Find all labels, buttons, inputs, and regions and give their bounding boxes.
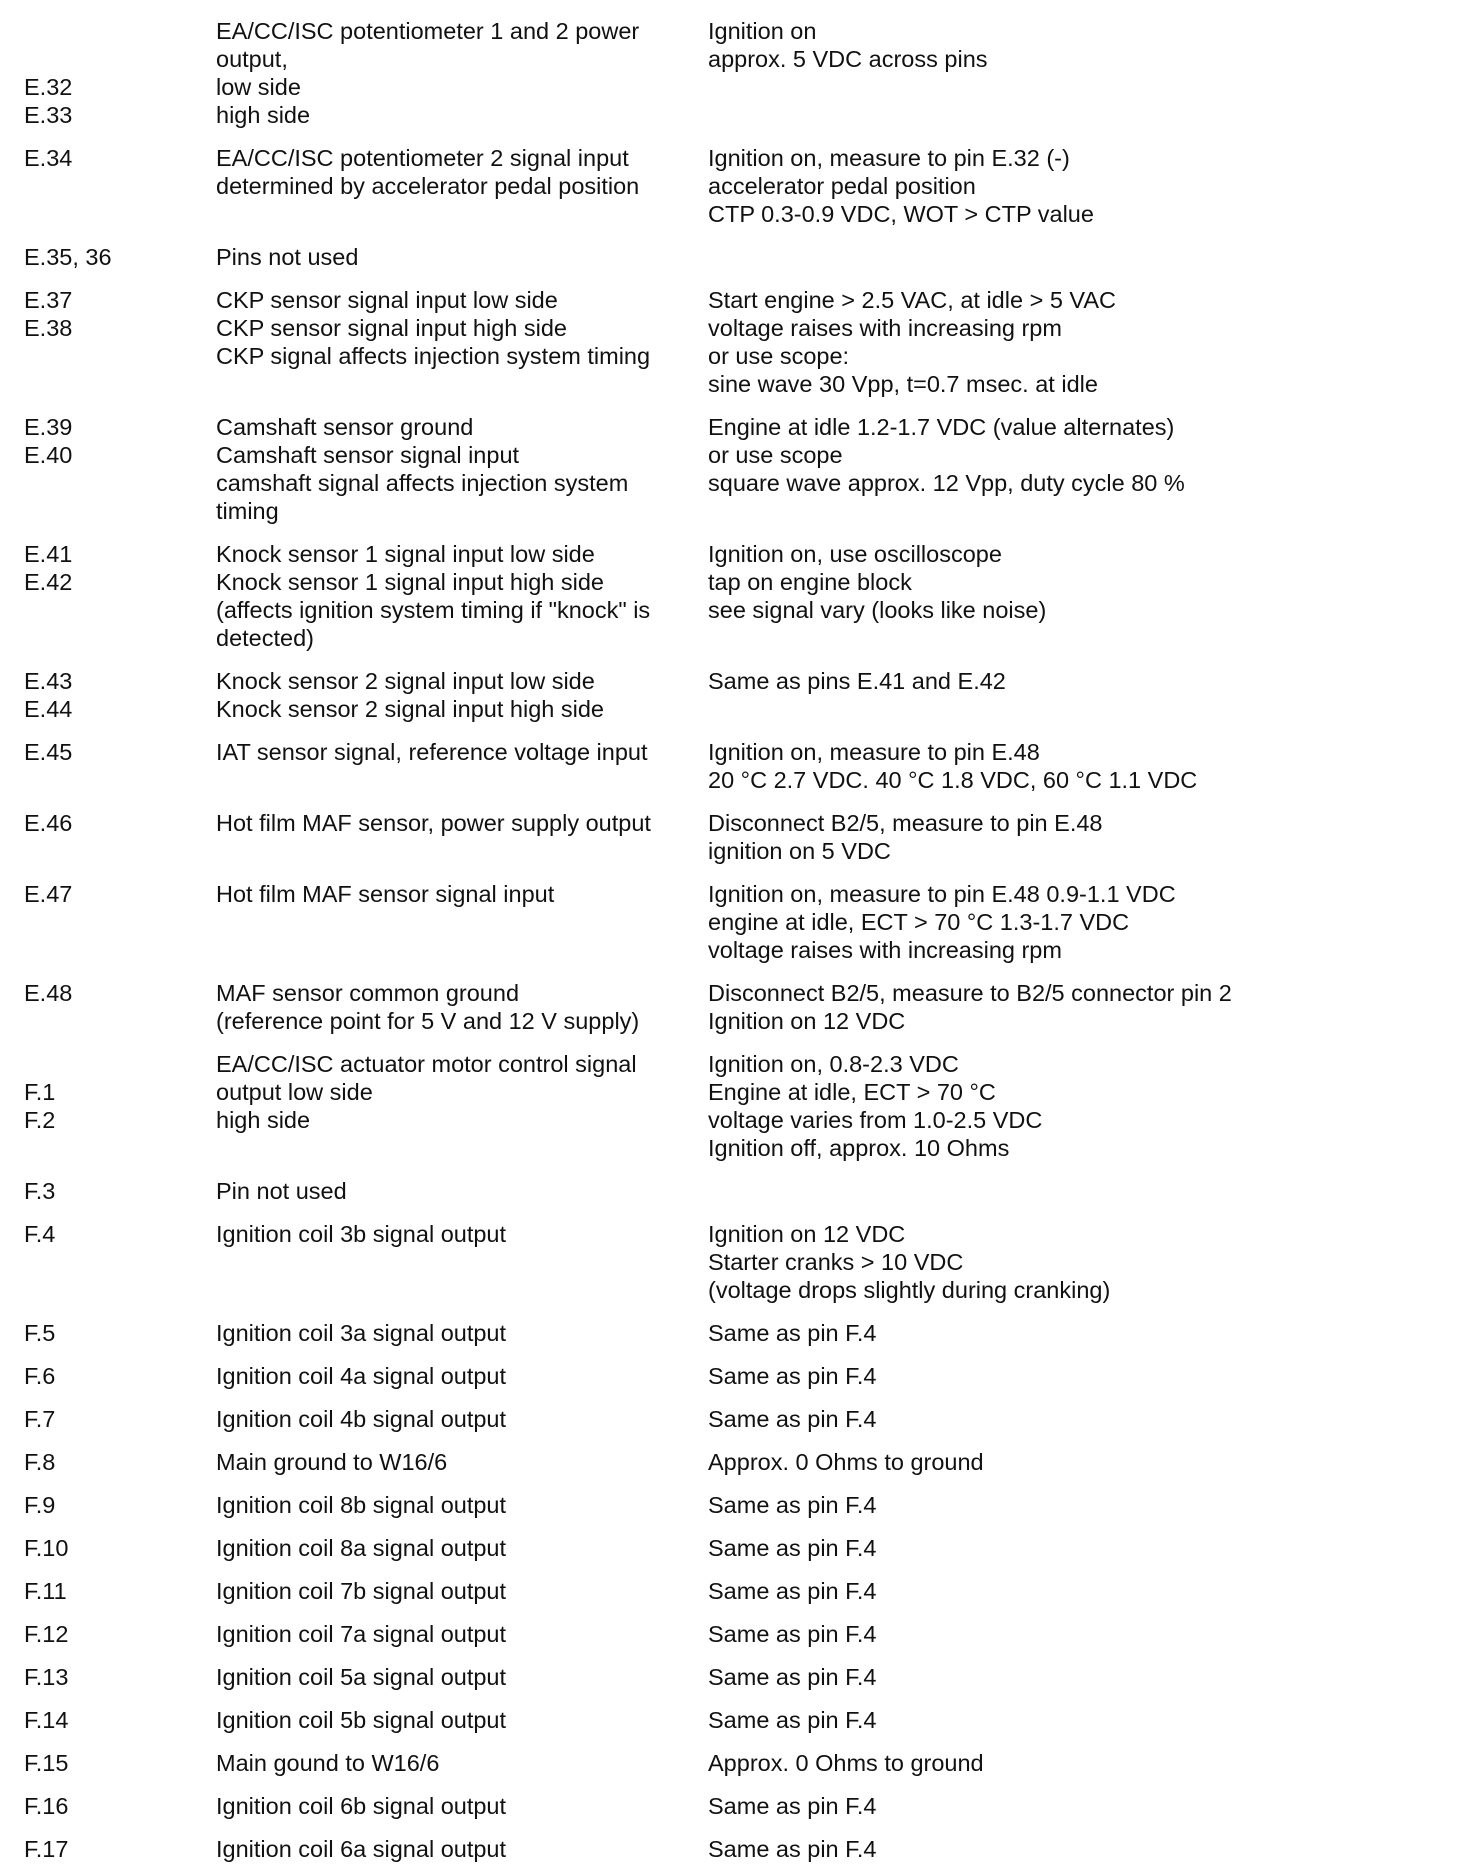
function-cell: IAT sensor signal, reference voltage input <box>216 739 648 765</box>
pin-cell: F.7 <box>24 1406 56 1432</box>
pin-cell: E.43 E.44 <box>24 668 73 722</box>
table-row <box>0 1620 1472 1648</box>
function-cell: EA/CC/ISC potentiometer 2 signal input determined by accelerator pedal position <box>216 145 640 199</box>
pin-cell: F.13 <box>24 1664 69 1690</box>
function-cell: Ignition coil 5b signal output <box>216 1707 507 1733</box>
test-cell: Ignition on, measure to pin E.48 20 °C 2.7 VDC. 40 °C 1.8 VDC, 60 °C 1.1 VDC <box>708 739 1198 793</box>
test-cell: Ignition on, 0.8-2.3 VDC Engine at idle, ECT > 70 °C voltage varies from 1.0-2.5 VDC Ignition off, approx. 10 Ohms <box>708 1051 1043 1161</box>
test-cell: Same as pin F.4 <box>708 1707 877 1733</box>
table-row <box>0 144 1472 228</box>
function-cell: Ignition coil 4b signal output <box>216 1406 507 1432</box>
function-cell: EA/CC/ISC potentiometer 1 and 2 power output, low side high side <box>216 18 640 128</box>
function-cell: Ignition coil 5a signal output <box>216 1664 507 1690</box>
pin-cell: F.14 <box>24 1707 69 1733</box>
pin-cell: E.48 <box>24 980 73 1006</box>
table-row <box>0 413 1472 525</box>
pin-cell: F.9 <box>24 1492 56 1518</box>
function-cell: CKP sensor signal input low side CKP sensor signal input high side CKP signal affects injection system timing <box>216 287 651 369</box>
pin-cell: F.6 <box>24 1363 56 1389</box>
test-cell: Disconnect B2/5, measure to B2/5 connector pin 2 Ignition on 12 VDC <box>708 980 1232 1034</box>
table-row <box>0 1050 1472 1162</box>
pin-cell: F.17 <box>24 1836 69 1862</box>
function-cell: Ignition coil 4a signal output <box>216 1363 507 1389</box>
function-cell: Hot film MAF sensor, power supply output <box>216 810 651 836</box>
table-row <box>0 880 1472 964</box>
function-cell: Knock sensor 2 signal input low side Knock sensor 2 signal input high side <box>216 668 604 722</box>
pin-cell: E.46 <box>24 810 73 836</box>
pin-cell: E.45 <box>24 739 73 765</box>
pin-cell: E.39 E.40 <box>24 414 73 468</box>
table-row <box>0 1177 1472 1205</box>
pin-cell: E.37 E.38 <box>24 287 73 341</box>
test-cell: Ignition on, use oscilloscope tap on engine block see signal vary (looks like noise) <box>708 541 1047 623</box>
function-cell: MAF sensor common ground (reference point for 5 V and 12 V supply) <box>216 980 640 1034</box>
table-row <box>0 1577 1472 1605</box>
pin-cell: F.8 <box>24 1449 56 1475</box>
pin-cell: F.16 <box>24 1793 69 1819</box>
table-row <box>0 1706 1472 1734</box>
table-row <box>0 243 1472 271</box>
test-cell: Same as pin F.4 <box>708 1793 877 1819</box>
test-cell: Disconnect B2/5, measure to pin E.48 ignition on 5 VDC <box>708 810 1103 864</box>
test-cell: Ignition on, measure to pin E.32 (-) accelerator pedal position CTP 0.3-0.9 VDC, WOT > CTP value <box>708 145 1094 227</box>
pin-cell: F.12 <box>24 1621 69 1647</box>
test-cell: Ignition on 12 VDC Starter cranks > 10 VDC (voltage drops slightly during cranking) <box>708 1221 1111 1303</box>
test-cell: Ignition on approx. 5 VDC across pins <box>708 18 988 72</box>
function-cell: Ignition coil 8a signal output <box>216 1535 507 1561</box>
test-cell: Approx. 0 Ohms to ground <box>708 1750 984 1776</box>
pin-cell: F.11 <box>24 1578 67 1604</box>
table-row <box>0 979 1472 1035</box>
pinout-table <box>0 17 1472 1863</box>
test-cell: Same as pin F.4 <box>708 1320 877 1346</box>
table-row <box>0 1663 1472 1691</box>
pin-cell: F.10 <box>24 1535 69 1561</box>
test-cell: Same as pin F.4 <box>708 1535 877 1561</box>
table-row <box>0 1491 1472 1519</box>
function-cell: Pin not used <box>216 1178 347 1204</box>
test-cell: Same as pin F.4 <box>708 1363 877 1389</box>
table-row <box>0 1835 1472 1863</box>
table-row <box>0 1534 1472 1562</box>
function-cell: Camshaft sensor ground Camshaft sensor signal input camshaft signal affects injection system timing <box>216 414 629 524</box>
pin-cell: E.35, 36 <box>24 244 112 270</box>
function-cell: Main gound to W16/6 <box>216 1750 440 1776</box>
test-cell: Same as pin F.4 <box>708 1836 877 1862</box>
pin-cell: F.3 <box>24 1178 56 1204</box>
pin-cell: E.32 E.33 <box>24 74 73 128</box>
table-row <box>0 286 1472 398</box>
function-cell: Ignition coil 3b signal output <box>216 1221 507 1247</box>
test-cell: Same as pins E.41 and E.42 <box>708 668 1006 694</box>
table-row <box>0 1319 1472 1347</box>
function-cell: Main ground to W16/6 <box>216 1449 448 1475</box>
test-cell: Engine at idle 1.2-1.7 VDC (value alternates) or use scope square wave approx. 12 Vpp, duty cycle 80 % <box>708 414 1185 496</box>
function-cell: Ignition coil 7b signal output <box>216 1578 507 1604</box>
test-cell: Approx. 0 Ohms to ground <box>708 1449 984 1475</box>
table-row <box>0 1749 1472 1777</box>
function-cell: Ignition coil 8b signal output <box>216 1492 507 1518</box>
test-cell: Same as pin F.4 <box>708 1621 877 1647</box>
function-cell: Pins not used <box>216 244 359 270</box>
pin-cell: E.41 E.42 <box>24 541 73 595</box>
pin-cell: E.34 <box>24 145 73 171</box>
function-cell: Ignition coil 6a signal output <box>216 1836 507 1862</box>
pin-cell: F.5 <box>24 1320 56 1346</box>
table-row <box>0 809 1472 865</box>
pin-cell: F.15 <box>24 1750 69 1776</box>
pin-cell: F.1 F.2 <box>24 1079 56 1133</box>
table-row <box>0 1362 1472 1390</box>
table-row <box>0 17 1472 129</box>
function-cell: Knock sensor 1 signal input low side Knock sensor 1 signal input high side (affects ignition system timing if "knock" is detected) <box>216 541 651 651</box>
table-row <box>0 1448 1472 1476</box>
function-cell: EA/CC/ISC actuator motor control signal output low side high side <box>216 1051 637 1133</box>
table-row <box>0 738 1472 794</box>
test-cell: Same as pin F.4 <box>708 1406 877 1432</box>
table-row <box>0 540 1472 652</box>
table-row <box>0 1405 1472 1433</box>
test-cell: Same as pin F.4 <box>708 1492 877 1518</box>
pin-cell: F.4 <box>24 1221 56 1247</box>
test-cell: Start engine > 2.5 VAC, at idle > 5 VAC voltage raises with increasing rpm or use scope: sine wave 30 Vpp, t=0.7 msec. at idle <box>708 287 1117 397</box>
pin-cell: E.47 <box>24 881 73 907</box>
table-row <box>0 667 1472 723</box>
function-cell: Ignition coil 6b signal output <box>216 1793 507 1819</box>
table-row <box>0 1220 1472 1304</box>
table-row <box>0 1792 1472 1820</box>
function-cell: Hot film MAF sensor signal input <box>216 881 555 907</box>
test-cell: Same as pin F.4 <box>708 1578 877 1604</box>
function-cell: Ignition coil 3a signal output <box>216 1320 507 1346</box>
test-cell: Same as pin F.4 <box>708 1664 877 1690</box>
test-cell: Ignition on, measure to pin E.48 0.9-1.1 VDC engine at idle, ECT > 70 °C 1.3-1.7 VDC voltage raises with increasing rpm <box>708 881 1176 963</box>
function-cell: Ignition coil 7a signal output <box>216 1621 507 1647</box>
